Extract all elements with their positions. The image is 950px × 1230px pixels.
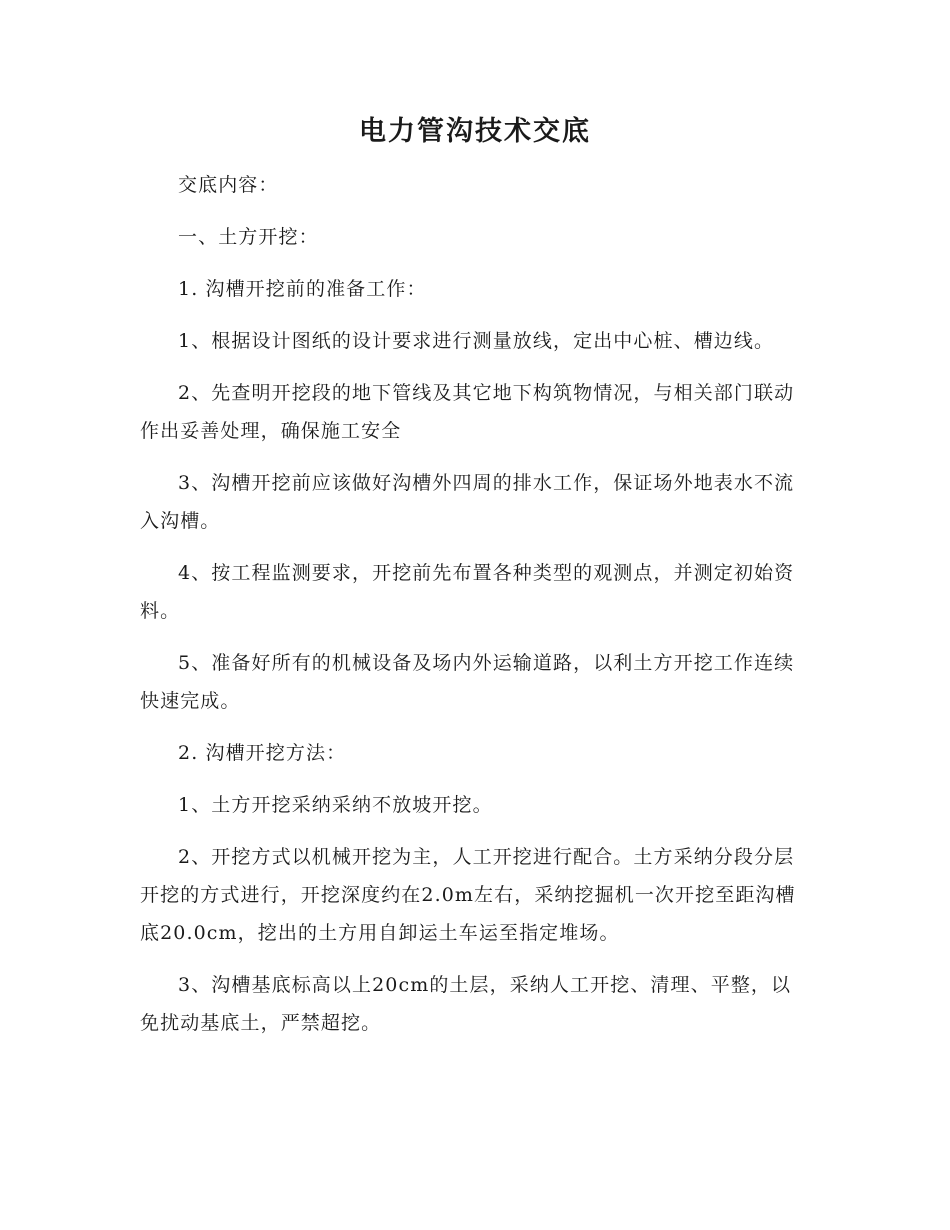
paragraph-item: 4、按工程监测要求，开挖前先布置各种类型的观测点，并测定初始资料。 xyxy=(140,562,795,622)
paragraph-item: 2、先查明开挖段的地下管线及其它地下构筑物情况，与相关部门联动作出妥善处理，确保施工安全 xyxy=(140,382,795,442)
paragraph-item: 1、根据设计图纸的设计要求进行测量放线，定出中心桩、槽边线。 xyxy=(178,330,775,352)
subsection-heading-method: 2. 沟槽开挖方法： xyxy=(178,742,347,764)
paragraph-item: 3、沟槽基底标高以上20cm的土层，采纳人工开挖、清理、平整，以免扰动基底土，严禁超挖。 xyxy=(140,974,792,1034)
paragraph-item: 2、开挖方式以机械开挖为主，人工开挖进行配合。土方采纳分段分层开挖的方式进行，开挖深度约在2.0m左右，采纳挖掘机一次开挖至距沟槽底20.0cm，挖出的土方用自卸运土车运至指定堆场。 xyxy=(140,846,796,944)
paragraph-item: 3、沟槽开挖前应该做好沟槽外四周的排水工作，保证场外地表水不流入沟槽。 xyxy=(140,472,795,532)
document-body xyxy=(140,166,810,1056)
section-heading-earthwork: 一、土方开挖： xyxy=(178,226,319,248)
subsection-heading-preparation: 1. 沟槽开挖前的准备工作： xyxy=(178,278,427,300)
document-title: 电力管沟技术交底 xyxy=(359,116,591,147)
paragraph-intro: 交底内容： xyxy=(178,174,279,196)
paragraph-item: 1、土方开挖采纳采纳不放坡开挖。 xyxy=(178,794,493,816)
paragraph-item: 5、准备好所有的机械设备及场内外运输道路，以利土方开挖工作连续快速完成。 xyxy=(140,652,795,712)
